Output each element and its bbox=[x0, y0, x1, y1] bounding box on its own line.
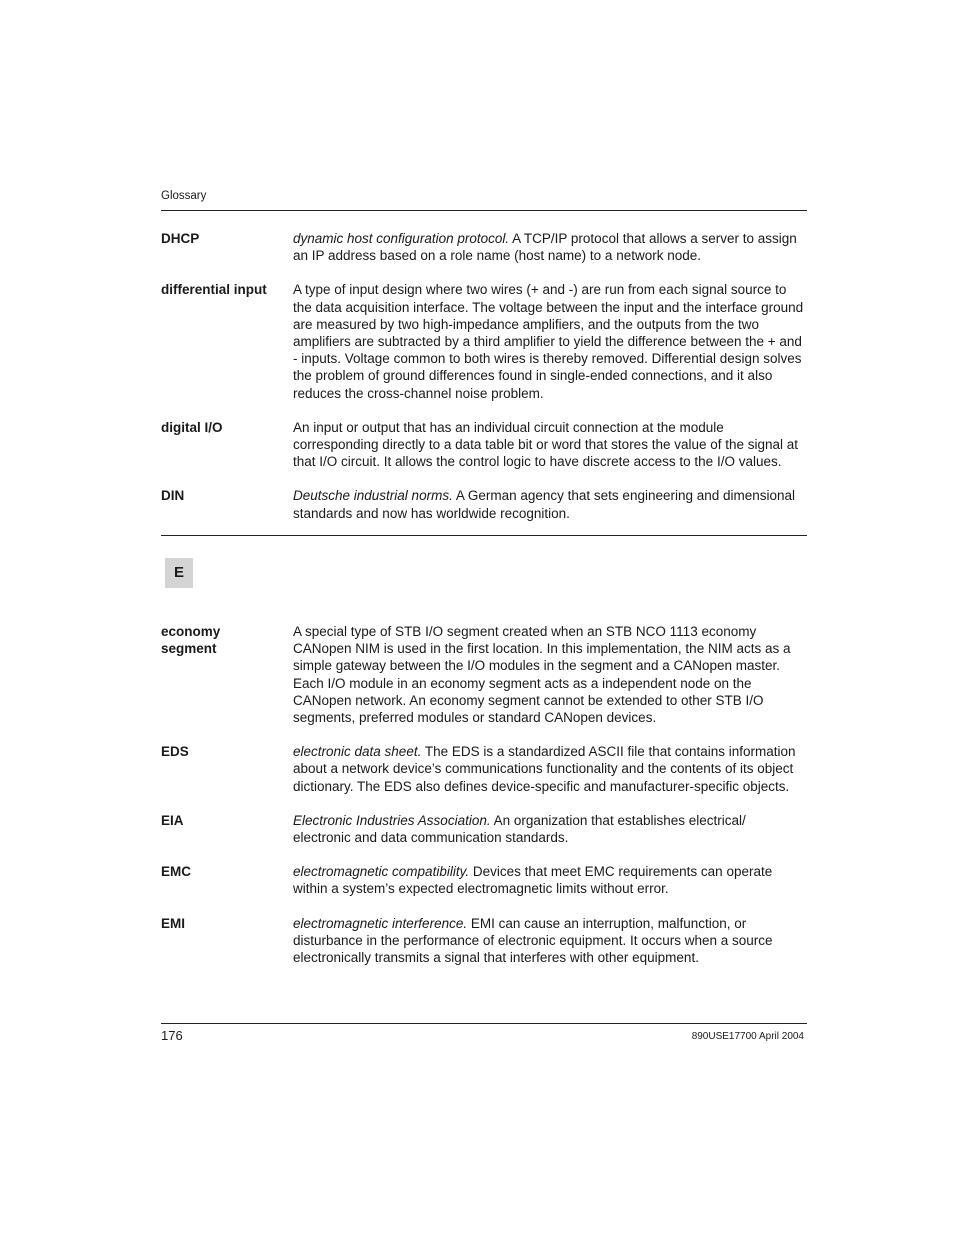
glossary-entry-din bbox=[161, 487, 807, 521]
footer-rule bbox=[161, 1023, 807, 1024]
definition-text: EMI can cause an interruption, malfunction, or disturbance in the performance of electronic equipment. It occurs when a source electronically transmits a signal that interferes with other equipment. bbox=[293, 915, 773, 966]
term-expansion: Deutsche industrial norms. bbox=[293, 488, 453, 504]
glossary-definition bbox=[293, 812, 807, 846]
glossary-definition bbox=[293, 281, 807, 401]
glossary-entry-eia bbox=[161, 812, 807, 846]
definition-text: A type of input design where two wires (+ and -) are run from each signal source to the data acquisition interface. The voltage between the input and the interface ground are measured by two high-impedance amplifiers, and the outputs from the two amplifiers are subtracted by a third amplifier to yield the difference between the + and - inputs. Voltage common to both wires is thereby removed. Differential design solves the problem of ground differences found in single-ended connections, and it also reduces the cross-channel noise problem. bbox=[293, 282, 804, 401]
glossary-term: EMC bbox=[161, 864, 191, 880]
definition-text: A TCP/IP protocol that allows a server to assign an IP address based on a role name (host name) to a network node. bbox=[293, 231, 797, 264]
definition-text: The EDS is a standardized ASCII file that contains information about a network device’s communications functionality and the contents of its object dictionary. The EDS also defines device-specific and manufacturer-specific objects. bbox=[293, 744, 796, 794]
glossary-term: DHCP bbox=[161, 231, 200, 246]
definition-text: Devices that meet EMC requirements can operate within a system’s expected electromagnetic limits without error. bbox=[293, 864, 773, 897]
definition-text: An input or output that has an individual circuit connection at the module corresponding directly to a data table bit or word that stores the value of the signal at that I/O circuit. It allows the control logic to have discrete access to the I/O values. bbox=[293, 419, 799, 470]
glossary-section-e bbox=[161, 623, 807, 983]
glossary-term: DIN bbox=[161, 488, 185, 504]
glossary-entry-emc bbox=[161, 863, 807, 897]
page-number: 176 bbox=[161, 1028, 183, 1043]
glossary-entry-emi bbox=[161, 915, 807, 967]
glossary-term: EIA bbox=[161, 812, 184, 828]
glossary-entry-eds bbox=[161, 743, 807, 795]
document-id: 890USE17700 April 2004 bbox=[691, 1031, 804, 1042]
glossary-definition bbox=[293, 230, 807, 264]
definition-text: A German agency that sets engineering and dimensional standards and now has worldwide recognition. bbox=[293, 488, 796, 521]
glossary-entry-digital-io bbox=[161, 419, 807, 471]
term-expansion: electromagnetic interference. bbox=[293, 915, 468, 931]
glossary-term: EMI bbox=[161, 915, 186, 931]
definition-text: A special type of STB I/O segment created when an STB NCO 1113 economy CANopen NIM is used in the first location. In this implementation, the NIM acts as a simple gateway between the I/O modules in the segment and a CANopen master. Each I/O module in an economy segment acts as a independent node on the CANopen network. An economy segment cannot be extended to other STB I/O segments, preferred modules or standard CANopen devices. bbox=[293, 624, 791, 726]
glossary-definition bbox=[293, 419, 807, 471]
term-expansion: dynamic host configuration protocol. bbox=[293, 231, 510, 246]
section-letter-badge: E bbox=[165, 558, 193, 588]
glossary-term: digital I/O bbox=[161, 419, 223, 435]
definition-text: An organization that establishes electrical/ electronic and data communication standards. bbox=[293, 812, 746, 846]
glossary-definition bbox=[293, 487, 807, 521]
glossary-entry-economy-segment bbox=[161, 623, 807, 726]
term-expansion: electronic data sheet. bbox=[293, 744, 422, 760]
term-expansion: electromagnetic compatibility. bbox=[293, 864, 470, 880]
glossary-term: economy segment bbox=[161, 624, 221, 657]
glossary-term: EDS bbox=[161, 744, 189, 760]
glossary-section-d bbox=[161, 230, 807, 539]
glossary-definition bbox=[293, 915, 807, 967]
glossary-entry-dhcp bbox=[161, 230, 807, 264]
header-rule bbox=[161, 210, 807, 211]
term-expansion: Electronic Industries Association. bbox=[293, 812, 491, 828]
running-header: Glossary bbox=[161, 190, 207, 202]
glossary-definition bbox=[293, 623, 807, 726]
section-divider bbox=[161, 535, 807, 536]
glossary-term: differential input bbox=[161, 282, 267, 298]
glossary-entry-differential-input bbox=[161, 281, 807, 401]
glossary-definition bbox=[293, 743, 807, 795]
glossary-definition bbox=[293, 863, 807, 897]
